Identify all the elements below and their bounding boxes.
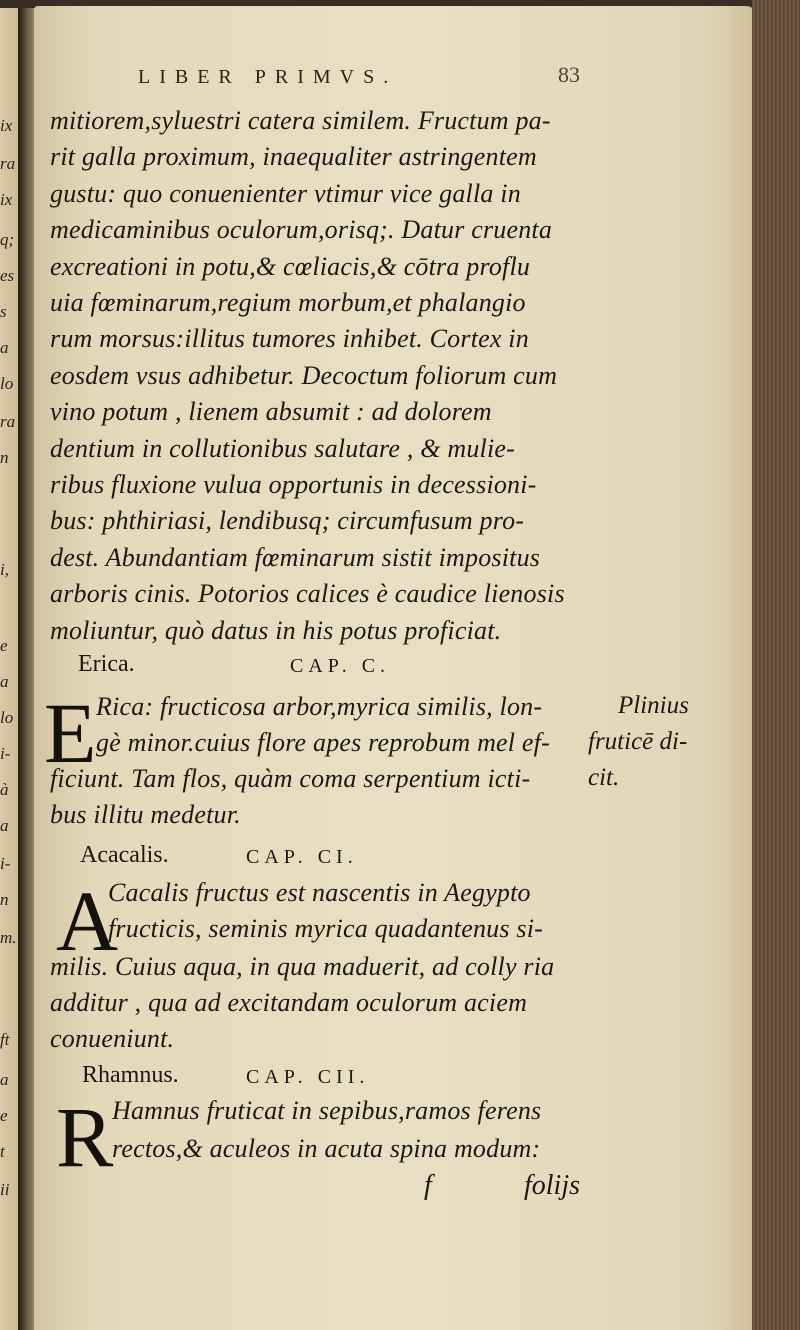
section-heading-rhamnus: Rhamnus. <box>82 1062 179 1088</box>
text-line: gè minor.cuius flore apes reprobum mel ef- <box>96 728 550 757</box>
facing-fragment: q; <box>0 230 15 249</box>
chapter-number: CAP. CI. <box>246 846 358 868</box>
text-line: bus illitu medetur. <box>50 800 241 829</box>
facing-fragment: n <box>0 890 9 909</box>
facing-page-edge <box>0 8 20 1330</box>
text-line: bus: phthiriasi, lendibusq; circumfusum pro- <box>50 506 525 535</box>
section-heading-erica: Erica. <box>78 651 135 677</box>
facing-fragment: t <box>0 1142 5 1161</box>
margin-note: fruticē di- <box>588 728 688 755</box>
text-line: medicaminibus oculorum,orisq;. Datur cruenta <box>50 215 553 244</box>
text-line: fructicis, seminis myrica quadantenus si- <box>108 914 543 943</box>
facing-fragment: a <box>0 816 9 835</box>
chapter-number: CAP. CII. <box>246 1066 370 1088</box>
facing-fragment: a <box>0 338 9 357</box>
facing-fragment: a <box>0 1070 9 1089</box>
facing-fragment: lo <box>0 708 14 727</box>
drop-initial: E <box>44 685 97 781</box>
facing-fragment: i- <box>0 744 11 763</box>
text-line: conueniunt. <box>50 1024 175 1053</box>
facing-fragment: i- <box>0 854 11 873</box>
facing-fragment: m. <box>0 928 17 947</box>
text-line: vino potum , lienem absumit : ad dolorem <box>50 397 492 426</box>
text-line: dest. Abundantiam fœminarum sistit impositus <box>50 543 541 572</box>
text-line: uia fœminarum,regium morbum,et phalangio <box>50 288 526 317</box>
section-heading-acacalis: Acacalis. <box>80 842 169 868</box>
facing-fragment: e <box>0 1106 8 1125</box>
facing-fragment: n <box>0 448 9 467</box>
folio-number: 83 <box>558 62 580 87</box>
text-line: eosdem vsus adhibetur. Decoctum foliorum cum <box>50 361 558 390</box>
text-line: rit galla proximum, inaequaliter astringentem <box>50 142 537 171</box>
facing-fragment: ft <box>0 1030 10 1049</box>
margin-note: Plinius <box>618 692 689 719</box>
facing-fragment: es <box>0 266 15 285</box>
facing-fragment: à <box>0 780 9 799</box>
text-line: Hamnus fruticat in sepibus,ramos ferens <box>112 1096 542 1125</box>
drop-initial: R <box>56 1089 114 1185</box>
text-line: milis. Cuius aqua, in qua maduerit, ad colly ria <box>50 952 555 981</box>
text-line: mitiorem,syluestri catera similem. Fructum pa- <box>50 106 551 135</box>
text-line: arboris cinis. Potorios calices è caudice lienosis <box>50 579 565 608</box>
text-line: excreationi in potu,& cœliacis,& cōtra proflu <box>50 252 531 281</box>
page-block-edge <box>752 0 800 1330</box>
facing-fragment: i, <box>0 560 9 579</box>
facing-fragment: ix <box>0 190 13 209</box>
text-line: Rica: fructicosa arbor,myrica similis, lon- <box>96 692 543 721</box>
facing-fragment: ix <box>0 116 13 135</box>
text-line: gustu: quo conuenienter vtimur vice galla in <box>50 179 521 208</box>
facing-fragment: ra <box>0 154 16 173</box>
text-line: moliuntur, quò datus in his potus proficiat. <box>50 616 502 645</box>
chapter-number: CAP. C. <box>290 655 391 677</box>
facing-fragment: e <box>0 636 8 655</box>
text-line: additur , qua ad excitandam oculorum aciem <box>50 988 528 1017</box>
signature-mark: f <box>424 1170 432 1201</box>
text-line: dentium in collutionibus salutare , & mulie- <box>50 434 515 463</box>
facing-fragment: lo <box>0 374 14 393</box>
facing-fragment: ii <box>0 1180 10 1199</box>
facing-fragment: s <box>0 302 7 321</box>
facing-fragment: a <box>0 672 9 691</box>
drop-initial: A <box>56 873 119 969</box>
text-line: Cacalis fructus est nascentis in Aegypto <box>108 878 531 907</box>
text-line: rectos,& aculeos in acuta spina modum: <box>112 1134 541 1163</box>
facing-fragment: ra <box>0 412 16 431</box>
text-line: ribus fluxione vulua opportunis in decessioni- <box>50 470 537 499</box>
text-line: rum morsus:illitus tumores inhibet. Cortex in <box>50 324 529 353</box>
text-line: ficiunt. Tam flos, quàm coma serpentium icti- <box>50 764 531 793</box>
catchword: folijs <box>524 1170 581 1201</box>
margin-note: cit. <box>588 764 620 791</box>
running-header: LIBER PRIMVS. <box>138 66 398 88</box>
